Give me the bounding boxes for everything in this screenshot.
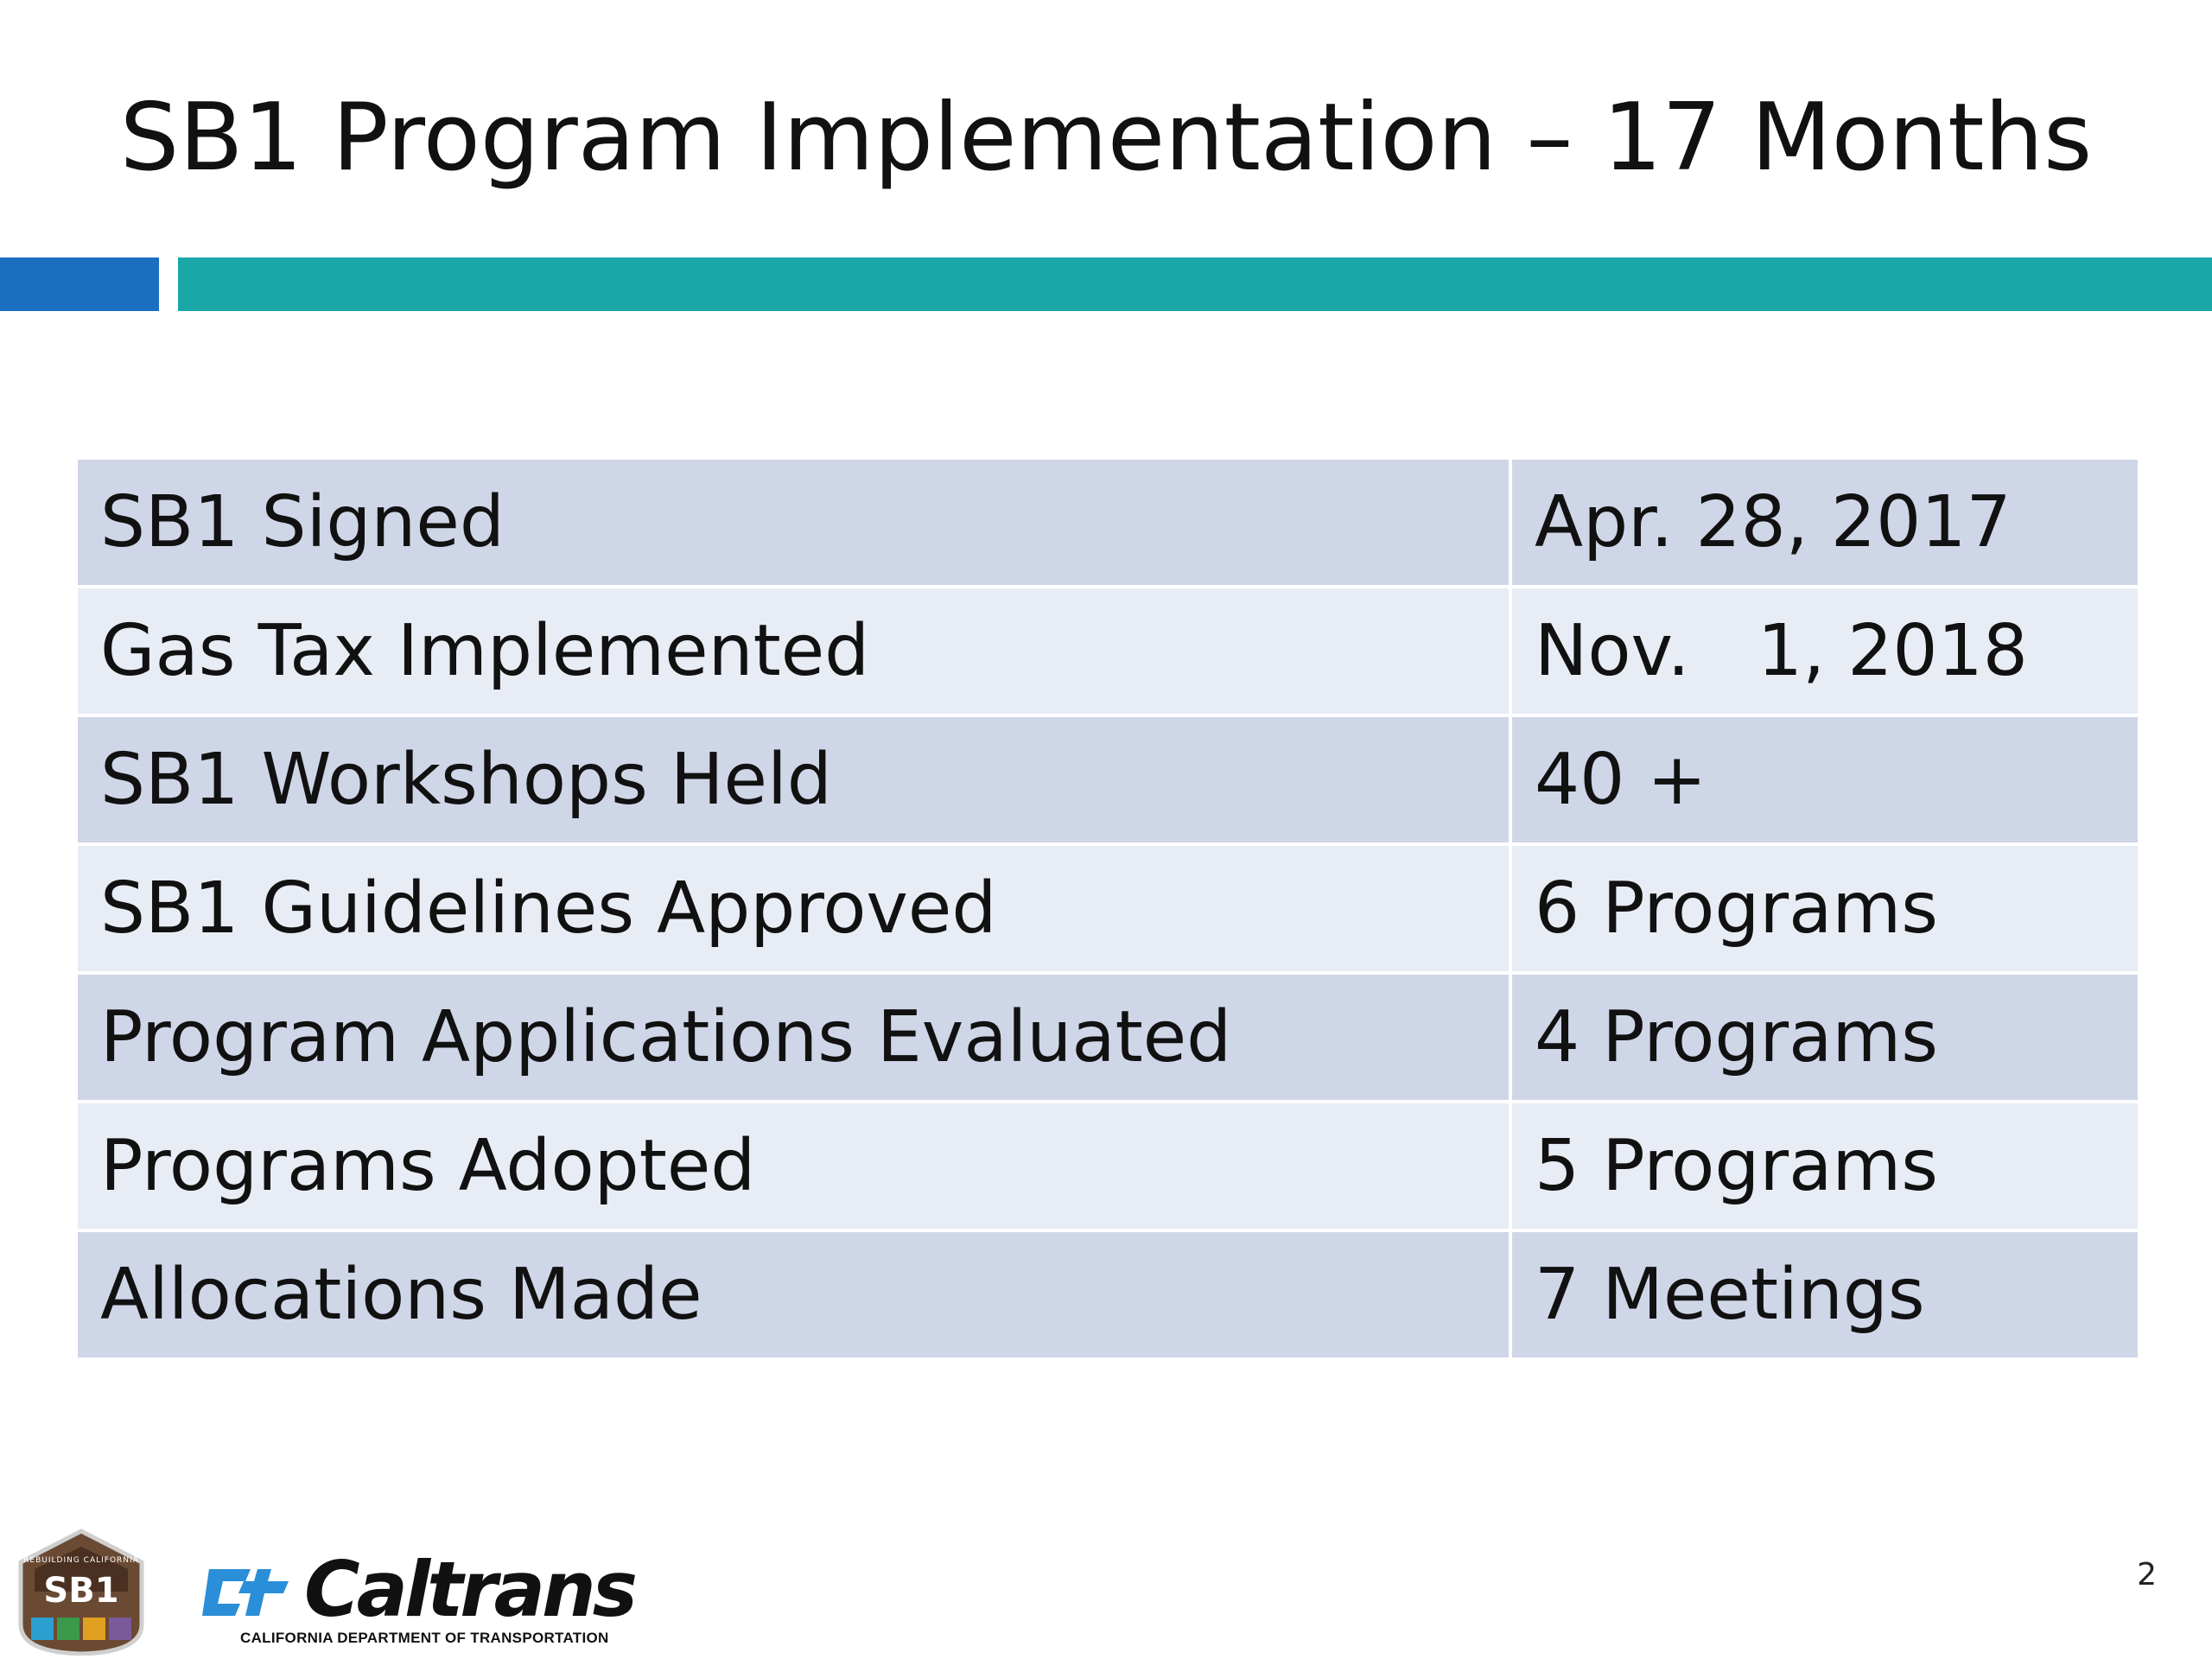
row-label: SB1 Guidelines Approved bbox=[76, 844, 1510, 973]
table-row bbox=[76, 715, 2139, 844]
svg-text:SB1: SB1 bbox=[43, 1571, 119, 1611]
caltrans-logo bbox=[197, 1545, 635, 1650]
table-row bbox=[76, 587, 2139, 715]
caltrans-mark-icon bbox=[197, 1562, 294, 1623]
caltrans-wordmark: Caltrans bbox=[304, 1545, 635, 1634]
table-row bbox=[76, 844, 2139, 973]
table-row bbox=[76, 1102, 2139, 1230]
svg-text:REBUILDING CALIFORNIA: REBUILDING CALIFORNIA bbox=[23, 1556, 139, 1565]
page-number: 2 bbox=[2137, 1557, 2157, 1592]
header-accent-bar-teal bbox=[178, 257, 2212, 311]
header-accent-bar-blue bbox=[0, 257, 159, 311]
row-value: 4 Programs bbox=[1510, 973, 2139, 1102]
table-row bbox=[76, 973, 2139, 1102]
slide-title: SB1 Program Implementation – 17 Months bbox=[119, 84, 2093, 192]
caltrans-tagline: CALIFORNIA DEPARTMENT OF TRANSPORTATION bbox=[240, 1630, 609, 1646]
row-value: 7 Meetings bbox=[1510, 1230, 2139, 1359]
row-label: Allocations Made bbox=[76, 1230, 1510, 1359]
row-label: SB1 Signed bbox=[76, 458, 1510, 587]
sb1-logo bbox=[12, 1528, 150, 1656]
row-value: Apr. 28, 2017 bbox=[1510, 458, 2139, 587]
row-label: Programs Adopted bbox=[76, 1102, 1510, 1230]
row-value: 40 + bbox=[1510, 715, 2139, 844]
table-row bbox=[76, 1230, 2139, 1359]
row-label: Gas Tax Implemented bbox=[76, 587, 1510, 715]
row-label: SB1 Workshops Held bbox=[76, 715, 1510, 844]
table-row bbox=[76, 458, 2139, 587]
implementation-table bbox=[74, 456, 2141, 1361]
row-value: 5 Programs bbox=[1510, 1102, 2139, 1230]
row-label: Program Applications Evaluated bbox=[76, 973, 1510, 1102]
row-value: 6 Programs bbox=[1510, 844, 2139, 973]
row-value: Nov. 1, 2018 bbox=[1510, 587, 2139, 715]
